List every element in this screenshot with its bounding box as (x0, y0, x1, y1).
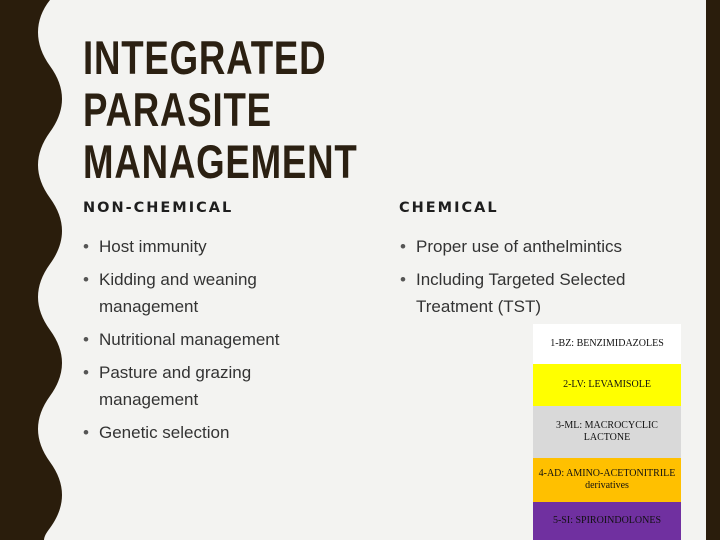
drug-class-chart (533, 324, 681, 540)
non-chemical-list (83, 233, 333, 452)
right-border-strip (706, 0, 720, 540)
chemical-heading: CHEMICAL (399, 200, 499, 216)
list-item-anthelmintics: • Proper use of anthelmintics (400, 233, 670, 260)
non-chemical-heading: NON-CHEMICAL (83, 200, 234, 216)
slide-title (83, 32, 520, 188)
list-item-genetic-selection: • Genetic selection (83, 419, 333, 446)
list-item-nutritional: • Nutritional management (83, 326, 333, 353)
drug-class-1: 1-BZ: BENZIMIDAZOLES (533, 324, 681, 364)
list-item-tst: • Including Targeted Selected Treatment (TST) (400, 266, 670, 320)
drug-class-2: 2-LV: LEVAMISOLE (533, 364, 681, 406)
list-item-host-immunity: • Host immunity (83, 233, 333, 260)
list-item-kidding-weaning: • Kidding and weaning management (83, 266, 333, 320)
list-item-pasture-grazing: • Pasture and grazing management (83, 359, 333, 413)
chemical-list (400, 233, 670, 326)
drug-class-4: 4-AD: AMINO-ACETONITRILE derivatives (533, 458, 681, 502)
title-line-1: INTEGRATED PARASITE (83, 31, 327, 136)
title-line-2: MANAGEMENT (83, 135, 358, 188)
drug-class-3: 3-ML: MACROCYCLIC LACTONE (533, 406, 681, 458)
drug-class-5: 5-SI: SPIROINDOLONES (533, 502, 681, 540)
